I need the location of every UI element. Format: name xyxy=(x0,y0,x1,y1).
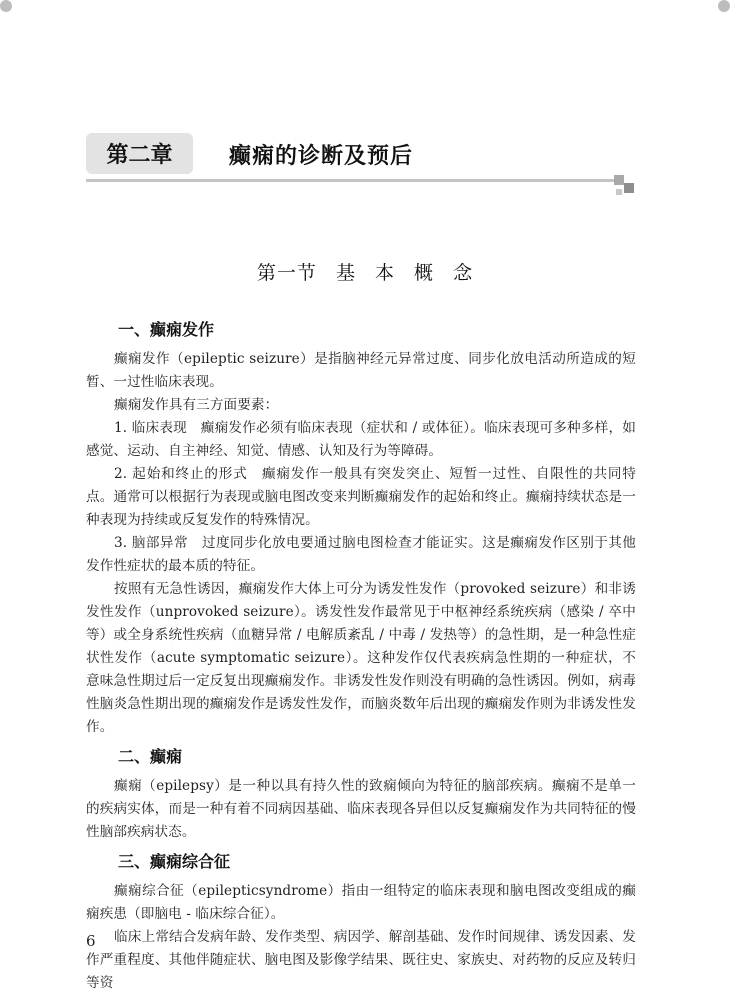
paragraph: 癫痫综合征（epilepticsyndrome）指由一组特定的临床表现和脑电图改变组成的癫痫疾患（即脑电 - 临床综合征）。 xyxy=(86,883,636,922)
subsection-heading: 二、癫痫 xyxy=(118,747,183,766)
paragraph: 按照有无急性诱因，癫痫发作大体上可分为诱发性发作（provoked seizure）和非诱发性发作（unprovoked seizure）。诱发性发作最常见于中枢神经系统疾病（感染 / 卒中等）或全身系统性疾病（血糖异常 / 电解质紊乱 / 中毒 / 发热等）的急性期，是一种急性症状性发作（acute symptomatic seizure）。这种发作仅代表疾病急性期的一种症状，不意味急性期过后一定反复出现癫痫发作。非诱发性发作则没有明确的急性诱因。例如，病毒性脑炎急性期出现的癫痫发作是诱发性发作，而脑炎数年后出现的癫痫发作则为非诱发性发作。 xyxy=(86,581,636,735)
paragraph: 1. 临床表现 癫痫发作必须有临床表现（症状和 / 或体征）。临床表现可多种多样，如感觉、运动、自主神经、知觉、情感、认知及行为等障碍。 xyxy=(86,420,636,459)
paragraph: 2. 起始和终止的形式 癫痫发作一般具有突发突止、短暂一过性、自限性的共同特点。通常可以根据行为表现或脑电图改变来判断癫痫发作的起始和终止。癫痫持续状态是一种表现为持续或反复发作的特殊情况。 xyxy=(86,466,636,528)
page-body xyxy=(86,318,636,995)
paragraph: 临床上常结合发病年龄、发作类型、病因学、解剖基础、发作时间规律、诱发因素、发作严重程度、其他伴随症状、脑电图及影像学结果、既往史、家族史、对药物的反应及转归等资 xyxy=(86,929,636,991)
paragraph: 癫痫（epilepsy）是一种以具有持久性的致痫倾向为特征的脑部疾病。癫痫不是单一的疾病实体，而是一种有着不同病因基础、临床表现各异但以反复癫痫发作为共同特征的慢性脑部疾病状态。 xyxy=(86,778,636,840)
subsection-heading: 三、癫痫综合征 xyxy=(118,852,231,871)
paragraph: 3. 脑部异常 过度同步化放电要通过脑电图检查才能证实。这是癫痫发作区别于其他发作性症状的最本质的特征。 xyxy=(86,535,636,574)
decorative-square xyxy=(616,189,622,195)
paragraph: 癫痫发作（epileptic seizure）是指脑神经元异常过度、同步化放电活动所造成的短暂、一过性临床表现。 xyxy=(86,351,636,390)
page-number: 6 xyxy=(86,932,96,950)
corner-crop-mark xyxy=(718,0,730,12)
subsection-heading: 一、癫痫发作 xyxy=(118,320,215,339)
decorative-square xyxy=(624,183,634,193)
decorative-square xyxy=(614,175,624,185)
corner-crop-mark xyxy=(0,0,12,12)
chapter-header xyxy=(86,133,636,203)
paragraph: 癫痫发作具有三方面要素： xyxy=(114,397,279,413)
chapter-label: 第二章 xyxy=(86,133,193,174)
chapter-title: 癫痫的诊断及预后 xyxy=(229,144,414,169)
chapter-divider xyxy=(86,179,622,182)
section-title: 第一节 基 本 概 念 xyxy=(256,262,474,284)
